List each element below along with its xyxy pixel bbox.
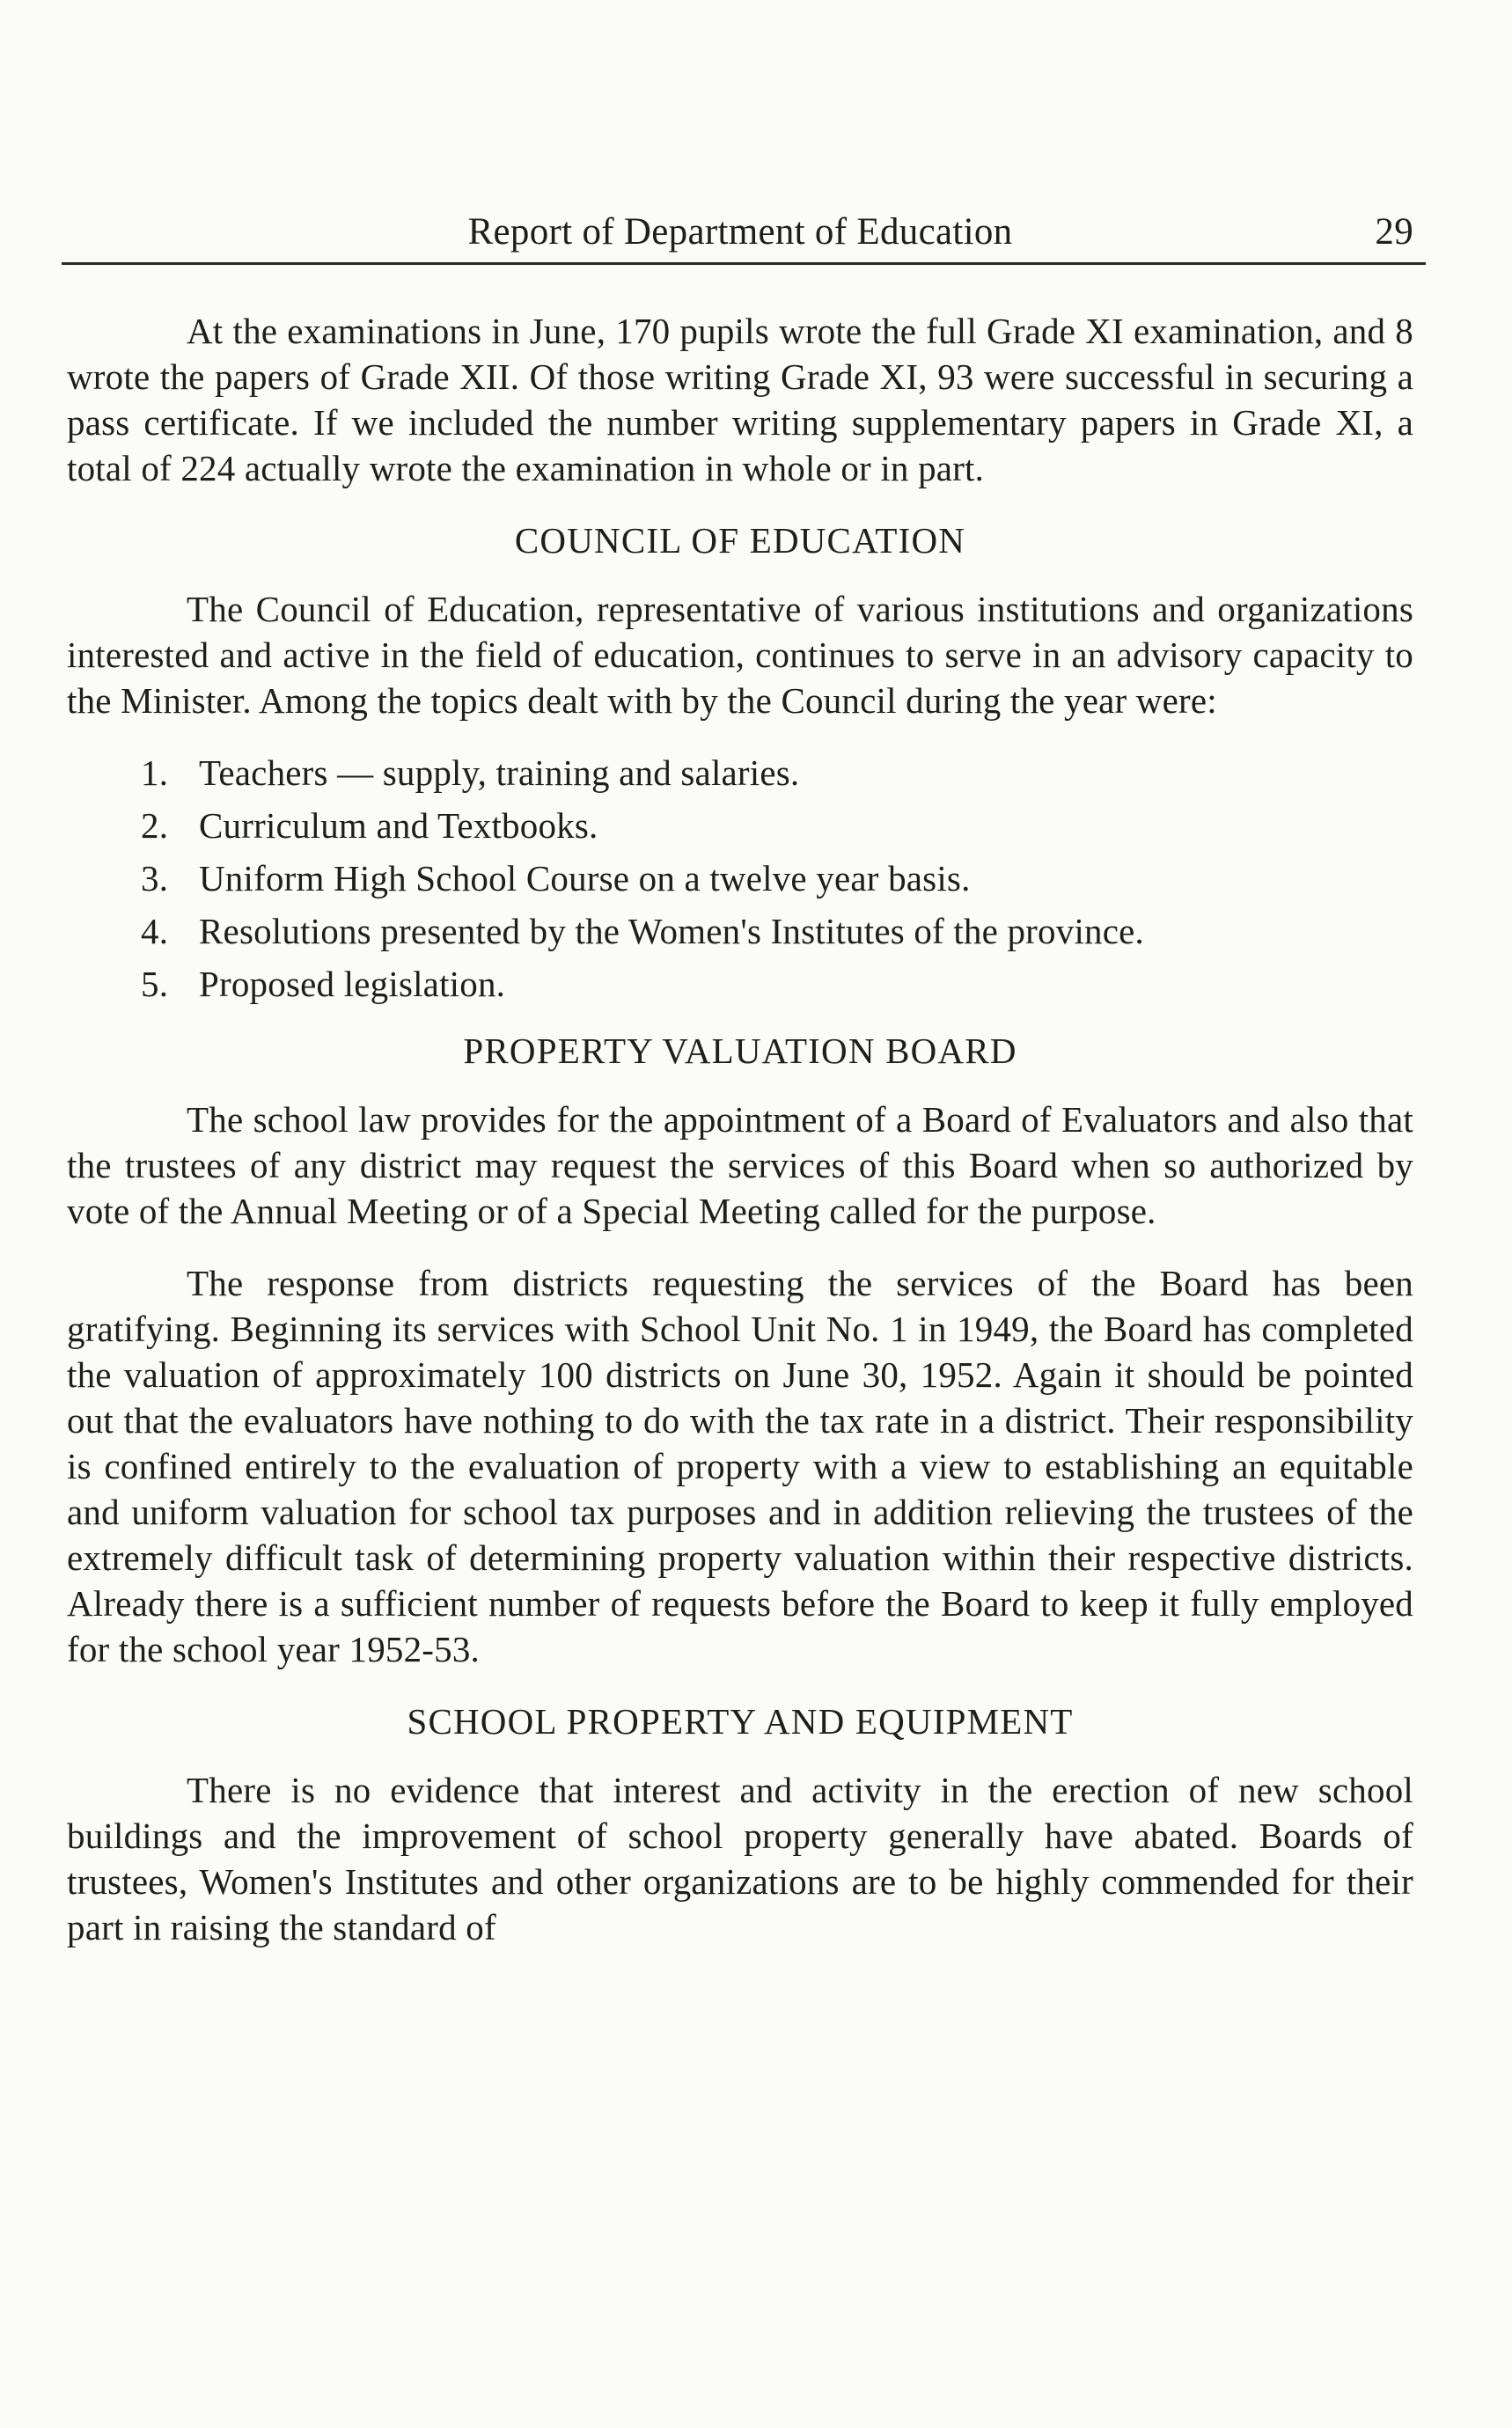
school-property-heading: SCHOOL PROPERTY AND EQUIPMENT [407,1701,1074,1742]
list-item-number: 2. [141,805,169,846]
list-item-number: 5. [141,964,169,1004]
intro-paragraph: At the examinations in June, 170 pupils wrote the full Grade XI examination, and 8 wrote the papers of Grade XII. Of those writing Grade XI, 93 were successful in securing a pass certificate. If we included the number writing supplementary papers in Grade XI, a total of 224 actually wrote the examination in whole or in part. [67,311,1413,488]
list-item-number: 1. [141,752,169,793]
council-paragraph: The Council of Education, representative of various institutions and organizations interested and active in the field of education, continues to serve in an advisory capacity to the Minister. Among the topics dealt with by the Council during the year were: [67,589,1413,721]
list-item-text: Proposed legislation. [199,964,506,1004]
property-valuation-heading: PROPERTY VALUATION BOARD [463,1031,1017,1071]
list-item-number: 4. [141,911,169,951]
list-item [67,961,1413,1007]
list-item-number: 3. [141,858,169,899]
list-item-text: Curriculum and Textbooks. [199,805,598,846]
running-title: Report of Department of Education [467,211,1013,253]
list-item-text: Teachers — supply, training and salaries. [199,752,800,793]
header-rule [62,262,1426,265]
running-header [67,208,1413,257]
property-valuation-paragraph-1: The school law provides for the appointment of a Board of Evaluators and also that the trustees of any district may request the services of this Board when so authorized by vote of the Annual Meeting or of a Special Meeting called for the purpose. [67,1099,1413,1231]
list-item [67,908,1413,954]
council-heading: COUNCIL OF EDUCATION [514,520,966,561]
property-valuation-paragraph-2: The response from districts requesting the services of the Board has been gratifying. Beginning its services with School Unit No. 1 in 1949, the Board has completed the valuation of approximately 100 districts on June 30, 1952. Again it should be pointed out that the evaluators have nothing to do with the tax rate in a district. Their responsibility is confined entirely to the evaluation of property with a view to establishing an equitable and uniform valuation for school tax purposes and in addition relieving the trustees of the extremely difficult task of determining property valuation within their respective districts. Already there is a sufficient number of requests before the Board to keep it fully employed for the school year 1952-53. [67,1263,1413,1669]
list-item-text: Uniform High School Course on a twelve year basis. [199,858,971,899]
body-text [67,308,1413,1977]
council-topics-list [67,750,1413,1007]
list-item-text: Resolutions presented by the Women's Institutes of the province. [199,911,1144,951]
list-item [67,855,1413,901]
school-property-paragraph: There is no evidence that interest and activity in the erection of new school buildings and the improvement of school property generally have abated. Boards of trustees, Women's Institutes and other organizations are to be highly commended for their part in raising the standard of [67,1770,1413,1948]
list-item [67,750,1413,796]
list-item [67,803,1413,848]
page-number: 29 [1375,211,1413,253]
